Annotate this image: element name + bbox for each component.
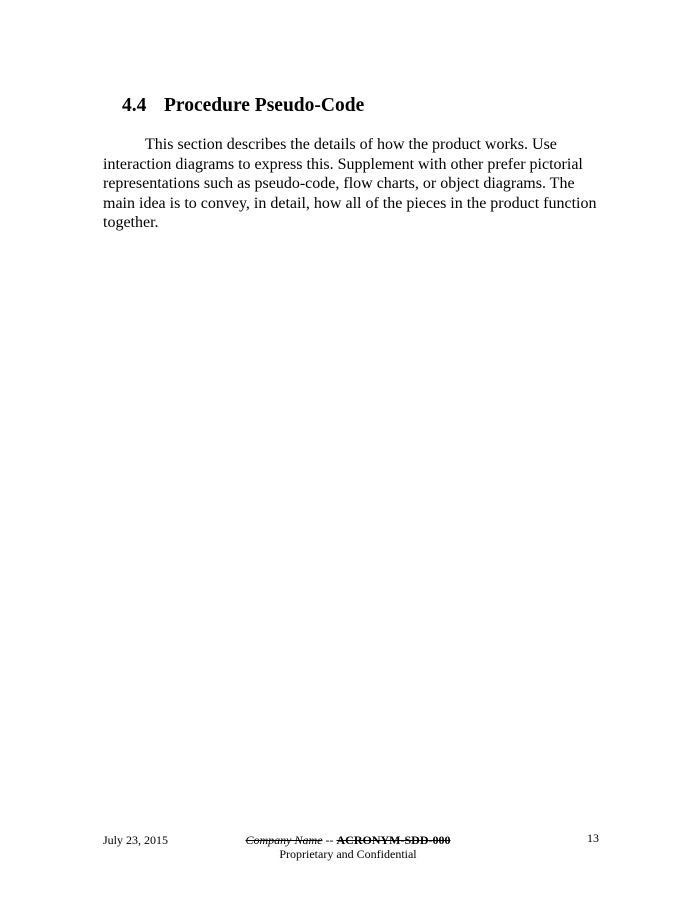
- footer-acronym: ACRONYM-SDD-000: [336, 833, 451, 847]
- footer-doc-id: [198, 833, 498, 847]
- section-number: 4.4: [122, 95, 147, 116]
- body-paragraph: This section describes the details of how the product works. Use interaction diagrams to express this. Supplement with other prefer pictorial representations such as pseudo-code, flow charts, or object diagrams. The main idea is to convey, in detail, how all of the pieces in the product function together.: [103, 136, 597, 232]
- section-title: Procedure Pseudo-Code: [164, 95, 365, 116]
- footer-date: July 23, 2015: [103, 833, 169, 847]
- section-body: [103, 135, 603, 233]
- footer-separator: --: [322, 833, 337, 847]
- footer-confidentiality: Proprietary and Confidential: [279, 847, 417, 861]
- footer-company-name: Company Name: [245, 833, 323, 847]
- page-number: 13: [587, 831, 599, 845]
- footer-center: [198, 833, 498, 861]
- section-heading: [122, 95, 364, 117]
